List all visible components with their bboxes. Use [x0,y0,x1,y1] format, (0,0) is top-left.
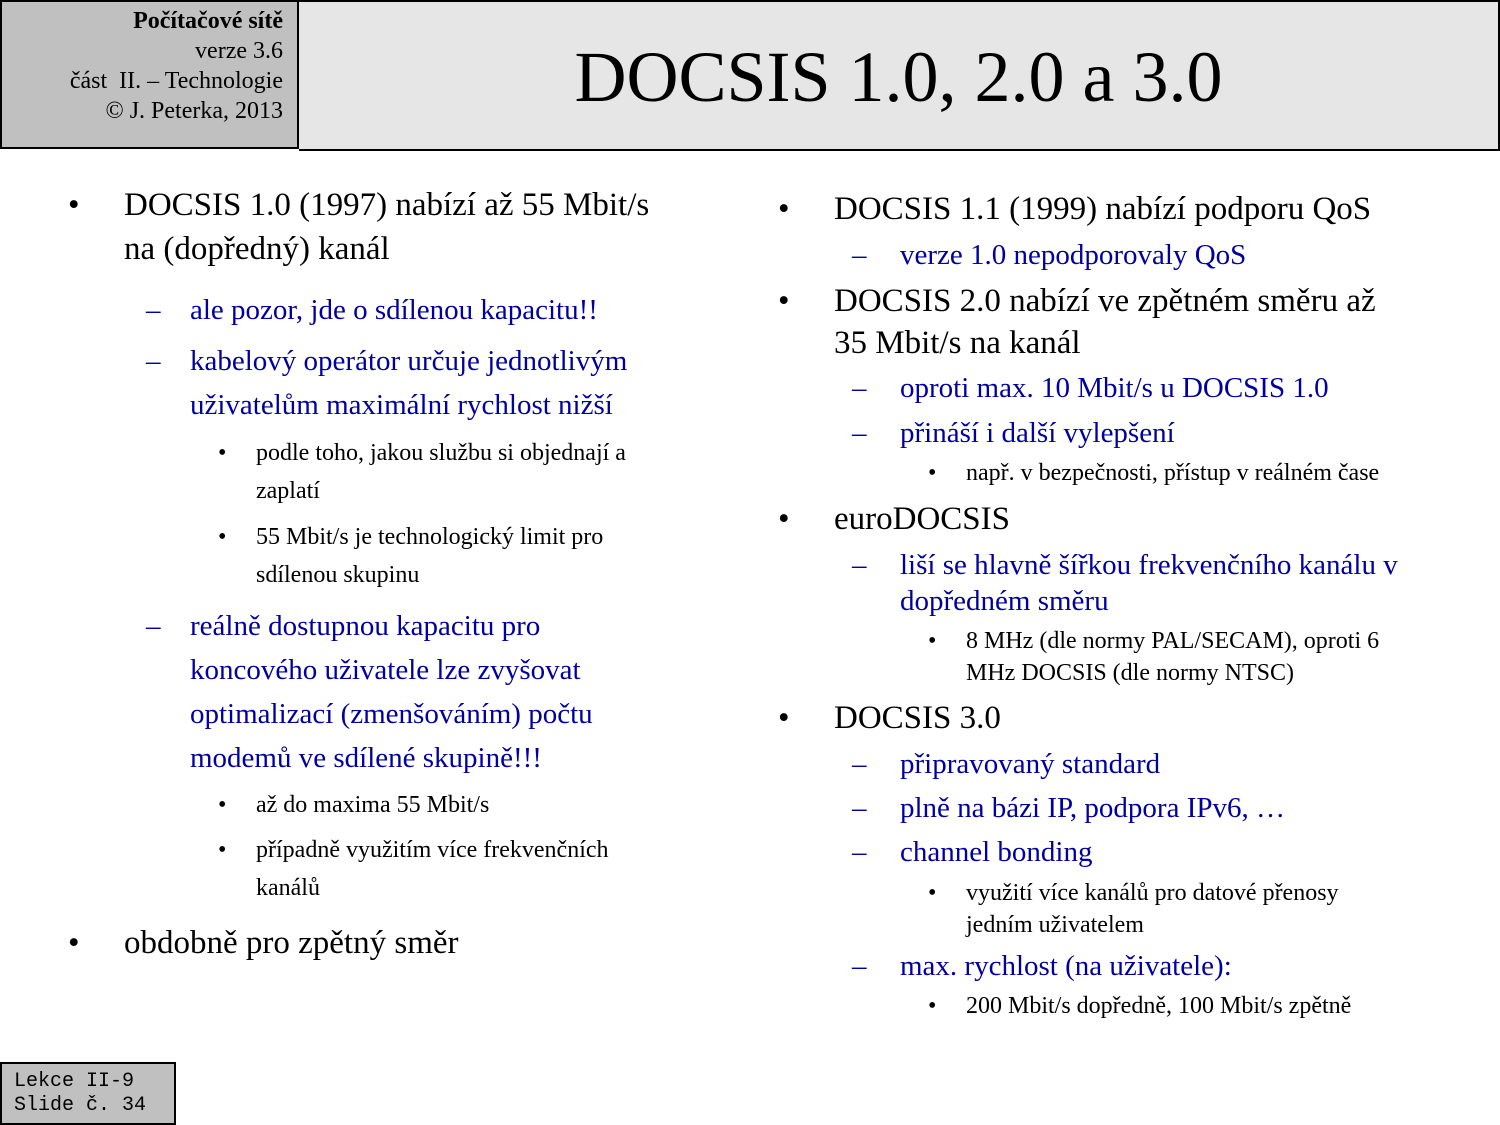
right-bullet-2-line-1: DOCSIS 2.0 nabízí ve zpětném směru až [834,283,1376,319]
right-sub-8: max. rychlost (na uživatele): [900,950,1232,982]
left-sub-3-line-4: modemů ve sdílené skupině!!! [190,742,542,774]
bullet-marker: • [218,792,227,818]
course-copyright: © J. Peterka, 2013 [105,98,283,124]
dash-marker: – [852,239,867,271]
right-bullet-3: euroDOCSIS [834,501,1011,537]
bullet-marker: • [928,460,937,486]
dash-marker: – [852,950,867,982]
right-sub-1: verze 1.0 nepodporovaly QoS [900,239,1247,271]
left-tert-1-line-1: podle toho, jakou službu si objednají a [256,440,626,466]
right-sub-4 [900,547,1398,619]
course-info-box [0,0,299,149]
left-sub-1: ale pozor, jde o sdílenou kapacitu!! [190,294,598,326]
right-bullet-4: DOCSIS 3.0 [834,700,1001,736]
slide-title: DOCSIS 1.0, 2.0 a 3.0 [574,37,1223,117]
right-tert-2-line-1: 8 MHz (dle normy PAL/SECAM), oproti 6 [966,628,1380,654]
dash-marker: – [852,748,867,780]
dash-marker: – [146,294,161,326]
left-sub-2-line-2: uživatelům maximální rychlost nižší [190,389,613,421]
bullet-marker: • [778,700,790,736]
left-sub-3-line-1: reálně dostupnou kapacitu pro [190,610,541,642]
right-tert-2-line-2: MHz DOCSIS (dle normy NTSC) [966,660,1294,686]
left-bullet-2: obdobně pro zpětný směr [124,925,459,961]
bullet-marker: • [778,191,790,227]
dash-marker: – [146,610,161,642]
lecture-label: Lekce II-9 [14,1070,135,1093]
left-bullet-1-line-2: na (dopředný) kanál [124,231,390,267]
bullet-marker: • [218,837,227,863]
title-box [299,0,1500,151]
left-sub-2-line-1: kabelový operátor určuje jednotlivým [190,345,628,377]
left-bullet-1-line-1: DOCSIS 1.0 (1997) nabízí až 55 Mbit/s [124,187,650,223]
slide-label: Slide č. 34 [14,1094,147,1117]
left-tert-1 [256,434,626,510]
slide-number-box [0,1062,176,1125]
right-tert-4: 200 Mbit/s dopředně, 100 Mbit/s zpětně [966,993,1352,1019]
bullet-marker: • [928,993,937,1019]
left-sub-3 [190,604,593,780]
left-sub-3-line-2: koncového uživatele lze zvyšovat [190,654,581,686]
left-tert-2-line-1: 55 Mbit/s je technologický limit pro [256,524,604,550]
right-tert-3 [966,877,1339,941]
dash-marker: – [852,549,867,581]
bullet-marker: • [68,925,80,961]
dash-marker: – [852,792,867,824]
left-tert-2 [256,518,603,594]
dash-marker: – [146,345,161,377]
bullet-marker: • [778,283,790,319]
right-bullet-2-line-2: 35 Mbit/s na kanál [834,325,1081,361]
course-version: verze 3.6 [195,38,283,64]
right-tert-3-line-1: využití více kanálů pro datové přenosy [966,880,1339,906]
right-sub-4-line-1: liší se hlavně šířkou frekvenčního kanálu v [900,549,1398,581]
right-tert-1: např. v bezpečnosti, přístup v reálném čase [966,460,1380,486]
course-name: Počítačové sítě [133,8,283,34]
right-sub-6: plně na bázi IP, podpora IPv6, … [900,792,1285,824]
left-tert-4-line-2: kanálů [256,875,320,901]
left-tert-1-line-2: zaplatí [256,478,320,504]
bullet-marker: • [778,501,790,537]
bullet-marker: • [218,440,227,466]
right-tert-3-line-2: jedním uživatelem [966,912,1144,938]
left-tert-4 [256,831,609,907]
right-sub-4-line-2: dopředném směru [900,585,1109,617]
right-sub-3: přináší i další vylepšení [900,417,1175,449]
right-bullet-1: DOCSIS 1.1 (1999) nabízí podporu QoS [834,191,1372,227]
left-sub-2 [190,339,627,427]
right-tert-2 [966,625,1379,689]
dash-marker: – [852,417,867,449]
dash-marker: – [852,836,867,868]
left-sub-3-line-3: optimalizací (zmenšováním) počtu [190,698,593,730]
left-bullet-1 [124,183,649,271]
bullet-marker: • [928,628,937,654]
left-tert-2-line-2: sdílenou skupinu [256,562,420,588]
left-tert-4-line-1: případně využitím více frekvenčních [256,837,609,863]
right-sub-2: oproti max. 10 Mbit/s u DOCSIS 1.0 [900,372,1329,404]
right-sub-7: channel bonding [900,836,1093,868]
bullet-marker: • [928,880,937,906]
left-tert-3: až do maxima 55 Mbit/s [256,792,490,818]
bullet-marker: • [68,187,80,223]
dash-marker: – [852,372,867,404]
course-part: část II. – Technologie [69,68,283,94]
bullet-marker: • [218,524,227,550]
right-sub-5: připravovaný standard [900,748,1161,780]
right-bullet-2 [834,280,1376,364]
